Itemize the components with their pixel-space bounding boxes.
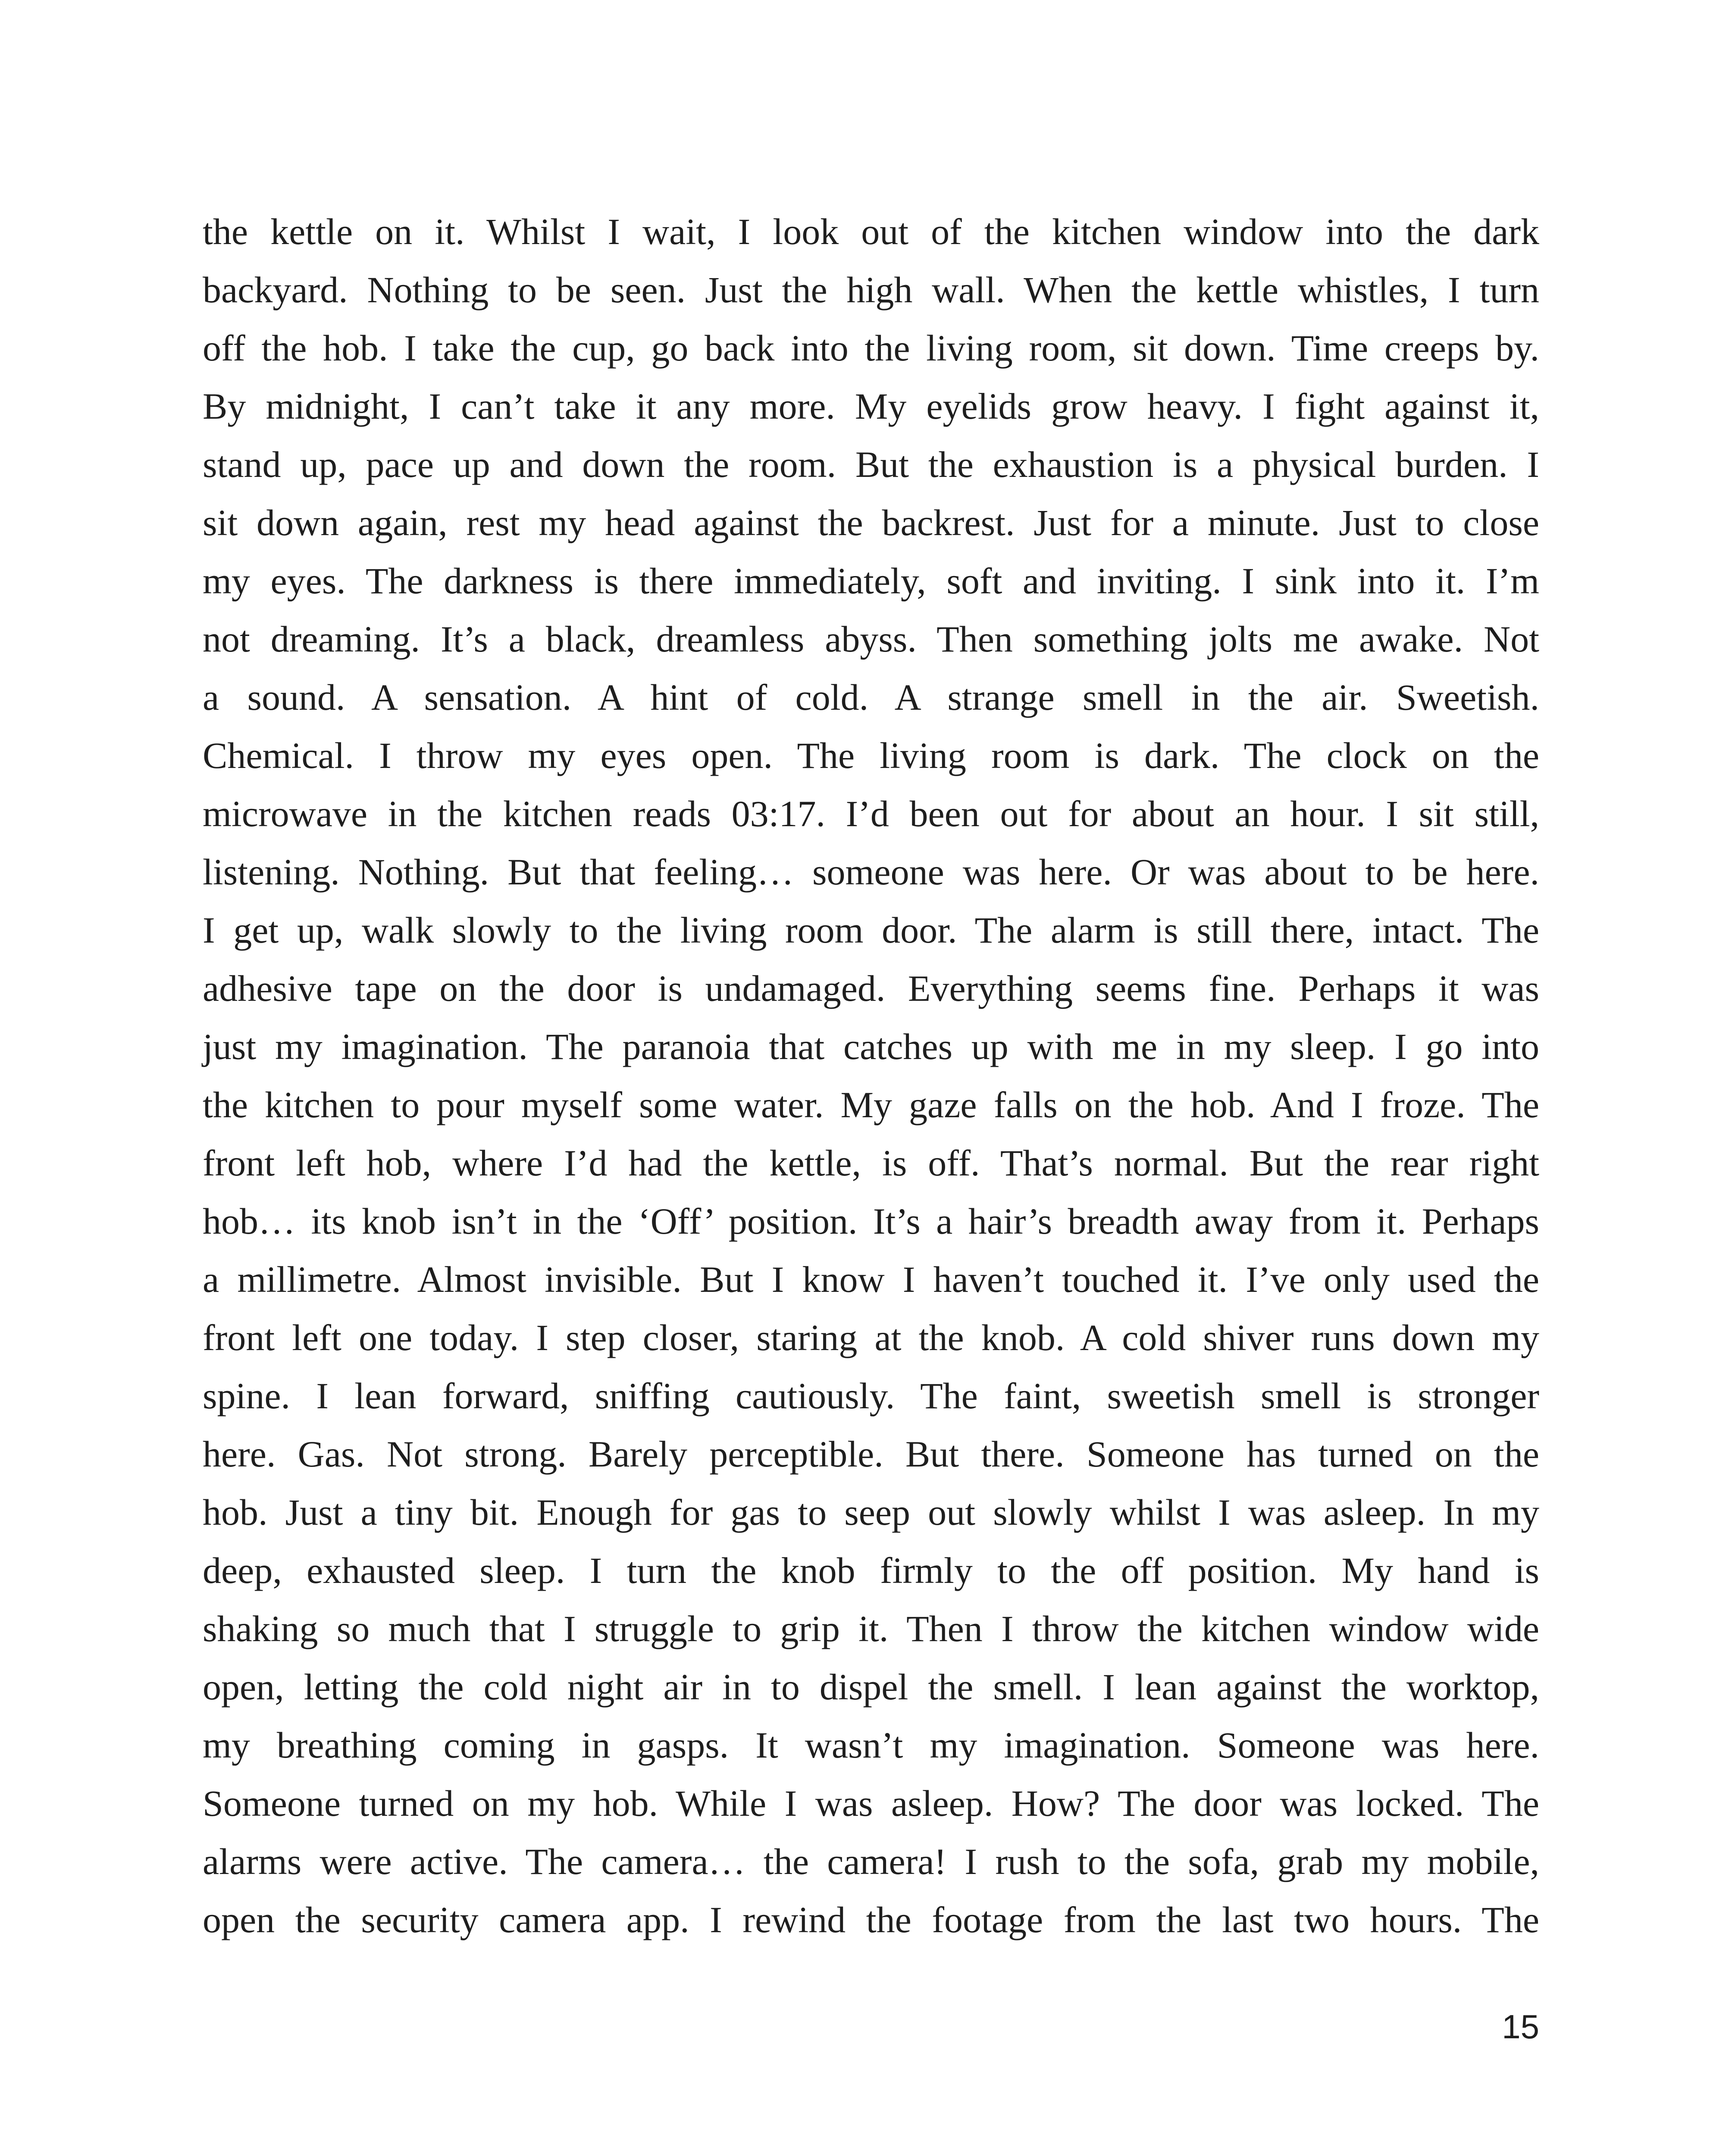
text-line: sit down again, rest my head against the backrest. Just for a minute. Just to close: [203, 502, 1539, 543]
text-line: open, letting the cold night air in to dispel the smell. I lean against the worktop,: [203, 1666, 1539, 1708]
text-line: adhesive tape on the door is undamaged. Everything seems fine. Perhaps it was: [203, 968, 1539, 1009]
text-line: my breathing coming in gasps. It wasn’t my imagination. Someone was here.: [203, 1724, 1539, 1766]
text-line: front left one today. I step closer, staring at the knob. A cold shiver runs down my: [203, 1317, 1539, 1358]
body-text: [203, 203, 1539, 1949]
text-line: just my imagination. The paranoia that catches up with me in my sleep. I go into: [203, 1026, 1539, 1067]
text-line: off the hob. I take the cup, go back into the living room, sit down. Time creeps by.: [203, 327, 1539, 369]
text-line: spine. I lean forward, sniffing cautiously. The faint, sweetish smell is stronger: [203, 1375, 1539, 1416]
text-line: front left hob, where I’d had the kettle, is off. That’s normal. But the rear right: [203, 1142, 1539, 1184]
text-line: hob. Just a tiny bit. Enough for gas to seep out slowly whilst I was asleep. In my: [203, 1492, 1539, 1533]
text-line: backyard. Nothing to be seen. Just the high wall. When the kettle whistles, I turn: [203, 269, 1539, 310]
text-line: I get up, walk slowly to the living room door. The alarm is still there, intact. The: [203, 909, 1539, 951]
text-line: deep, exhausted sleep. I turn the knob firmly to the off position. My hand is: [203, 1550, 1539, 1591]
text-line: a sound. A sensation. A hint of cold. A strange smell in the air. Sweetish.: [203, 677, 1539, 718]
text-line: listening. Nothing. But that feeling… someone was here. Or was about to be here.: [203, 851, 1539, 893]
text-line: a millimetre. Almost invisible. But I know I haven’t touched it. I’ve only used the: [203, 1259, 1539, 1300]
text-line: here. Gas. Not strong. Barely perceptible. But there. Someone has turned on the: [203, 1433, 1539, 1475]
text-line: microwave in the kitchen reads 03:17. I’d been out for about an hour. I sit still,: [203, 793, 1539, 834]
text-line: Someone turned on my hob. While I was asleep. How? The door was locked. The: [203, 1783, 1539, 1824]
text-line: not dreaming. It’s a black, dreamless abyss. Then something jolts me awake. Not: [203, 618, 1539, 660]
text-line: hob… its knob isn’t in the ‘Off’ position. It’s a hair’s breadth away from it. Perhaps: [203, 1200, 1539, 1242]
text-line: Chemical. I throw my eyes open. The living room is dark. The clock on the: [203, 735, 1539, 776]
text-line: the kettle on it. Whilst I wait, I look out of the kitchen window into the dark: [203, 211, 1539, 252]
text-line: the kitchen to pour myself some water. My gaze falls on the hob. And I froze. The: [203, 1084, 1539, 1125]
text-line: stand up, pace up and down the room. But the exhaustion is a physical burden. I: [203, 444, 1539, 485]
page-number: 15: [1502, 2008, 1539, 2046]
text-line: my eyes. The darkness is there immediately, soft and inviting. I sink into it. I’m: [203, 560, 1539, 602]
text-line: shaking so much that I struggle to grip it. Then I throw the kitchen window wide: [203, 1608, 1539, 1649]
text-line: alarms were active. The camera… the camera! I rush to the sofa, grab my mobile,: [203, 1841, 1539, 1882]
text-line: open the security camera app. I rewind the footage from the last two hours. The: [203, 1899, 1539, 1940]
text-line: By midnight, I can’t take it any more. My eyelids grow heavy. I fight against it,: [203, 385, 1539, 427]
